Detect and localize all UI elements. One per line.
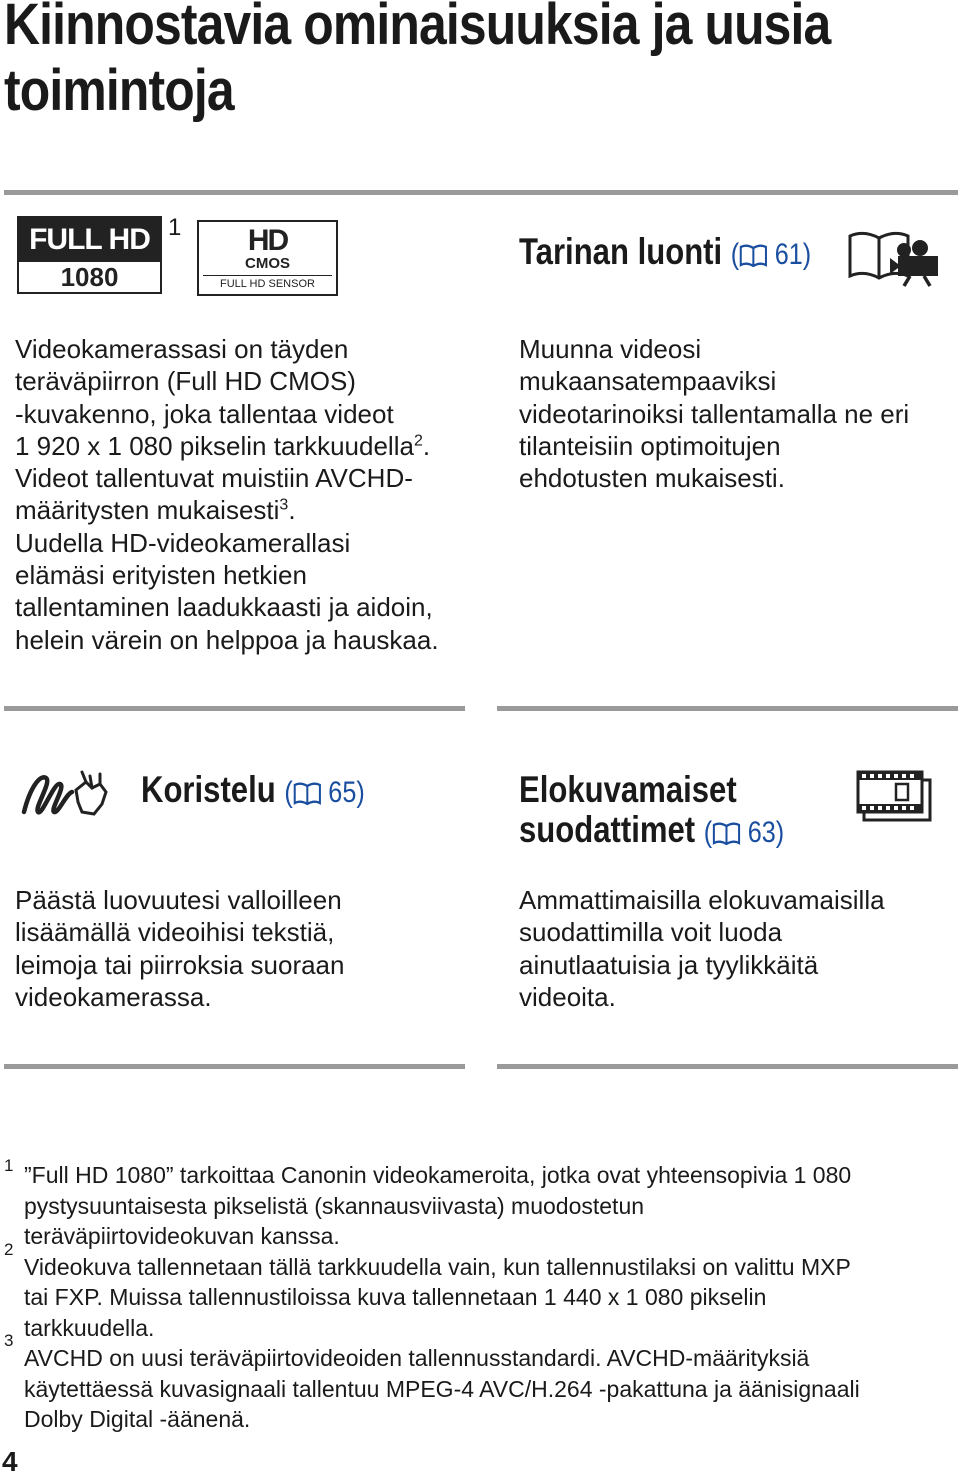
footnote-number: 3 <box>4 1331 14 1350</box>
hd-line: elämäsi erityisten hetkien <box>15 560 307 591</box>
footnote-1 <box>4 1156 954 1252</box>
footnote-3 <box>4 1331 954 1435</box>
hd-line: teräväpiirron (Full HD CMOS) <box>15 366 356 397</box>
decoration-line: videokamerassa. <box>15 981 212 1012</box>
footnote-line: pystysuuntaisesta pikselistä (skannausviivasta) muodostetun <box>24 1192 645 1219</box>
film-frame-icon <box>856 768 934 824</box>
book-icon <box>712 816 741 856</box>
story-book-camera-icon <box>846 228 940 288</box>
hd-line: tallentaminen laadukkaasti ja aidoin, <box>15 592 433 623</box>
footnote-ref-3: 3 <box>279 496 289 514</box>
footnote-ref-2: 2 <box>413 432 423 450</box>
decoration-page-ref[interactable]: ( 65) <box>284 776 364 809</box>
hd-cmos-logo-cmos: CMOS <box>245 255 290 272</box>
decoration-line: lisäämällä videoihisi tekstiä, <box>15 917 335 948</box>
hd-line: 1 920 x 1 080 pikselin tarkkuudella$^2$. <box>15 430 431 461</box>
full-hd-logo-top: FULL HD <box>19 218 160 262</box>
full-hd-logo-bottom: 1080 <box>60 262 119 292</box>
decoration-heading: Koristelu ( 65) <box>141 770 365 816</box>
right-section-divider <box>497 706 958 711</box>
story-line: Muunna videosi <box>519 334 702 364</box>
footnote-line: Videokuva tallennetaan tällä tarkkuudella vain, kun tallennustilaksi on valittu MXP <box>24 1253 851 1280</box>
footnote-2 <box>4 1239 954 1344</box>
filters-description <box>519 884 954 1013</box>
filters-heading: Elokuvamaiset suodattimet ( 63) <box>519 770 784 856</box>
story-line: ehdotusten mukaisesti. <box>519 463 785 494</box>
footnote-line: teräväpiirtovideokuvan kanssa. <box>24 1223 340 1249</box>
top-divider <box>4 190 958 195</box>
hd-cmos-logo <box>197 220 338 296</box>
book-icon <box>739 238 768 278</box>
right-bottom-divider <box>497 1064 958 1069</box>
footnote-line: Dolby Digital -äänenä. <box>24 1406 251 1432</box>
story-line: mukaansatempaaviksi <box>519 366 777 397</box>
hd-line: Videokamerassasi on täyden <box>15 334 349 364</box>
page-title-line-1: Kiinnostavia ominaisuuksia ja uusia <box>4 0 831 57</box>
filters-line: suodattimilla voit luoda <box>519 917 783 948</box>
footnote-line: AVCHD on uusi teräväpiirtovideoiden tallennusstandardi. AVCHD-määrityksiä <box>24 1345 810 1371</box>
story-description <box>519 333 954 494</box>
hd-cmos-logo-hd: HD <box>247 224 288 257</box>
hd-description <box>15 333 475 656</box>
hd-line: Videot tallentuvat muistiin AVCHD- <box>15 463 413 494</box>
footnote-number: 2 <box>4 1239 14 1259</box>
hd-line: helein värein on helppoa ja hauskaa. <box>15 624 439 655</box>
story-line: tilanteisiin optimoitujen <box>519 430 781 461</box>
footnote-number: 1 <box>4 1156 14 1175</box>
filters-line: ainutlaatuisia ja tyylikkäitä <box>519 949 819 980</box>
decoration-line: Päästä luovuutesi valloilleen <box>15 885 342 915</box>
filters-page-ref[interactable]: ( 63) <box>704 816 784 849</box>
footnote-line: ”Full HD 1080” tarkoittaa Canonin videokameroita, jotka ovat yhteensopivia 1 080 <box>24 1162 852 1188</box>
full-hd-footnote-marker: 1 <box>168 214 182 241</box>
hd-line: Uudella HD-videokamerallasi <box>15 527 351 558</box>
footnote-line: tarkkuudella. <box>24 1314 155 1341</box>
footnotes <box>4 1156 954 1435</box>
filters-line: videoita. <box>519 981 616 1012</box>
story-page-ref[interactable]: ( 61) <box>731 238 811 271</box>
filters-line: Ammattimaisilla elokuvamaisilla <box>519 885 885 915</box>
hand-writing-icon <box>20 768 112 820</box>
footnote-line: käytettäessä kuvasignaali tallentuu MPEG-4 AVC/H.264 -pakattuna ja äänisignaali <box>24 1375 860 1402</box>
page-title <box>4 0 950 124</box>
story-line: videotarinoiksi tallentamalla ne eri <box>519 398 910 429</box>
story-heading: Tarinan luonti ( 61) <box>519 232 811 278</box>
page-title-line-2: toimintoja <box>4 58 234 123</box>
full-hd-1080-logo <box>17 216 162 294</box>
book-icon <box>293 776 322 816</box>
hd-line: määritysten mukaisesti$^3$. <box>15 495 296 526</box>
left-bottom-divider <box>4 1064 465 1069</box>
hd-cmos-logo-sensor: FULL HD SENSOR <box>203 275 332 292</box>
hd-line: -kuvakenno, joka tallentaa videot <box>15 398 394 429</box>
left-section-divider <box>4 706 465 711</box>
decoration-line: leimoja tai piirroksia suoraan <box>15 949 345 980</box>
footnote-line: tai FXP. Muissa tallennustiloissa kuva tallennetaan 1 440 x 1 080 pikselin <box>24 1284 767 1310</box>
page-number: 4 <box>2 1446 18 1477</box>
decoration-description <box>15 884 475 1013</box>
